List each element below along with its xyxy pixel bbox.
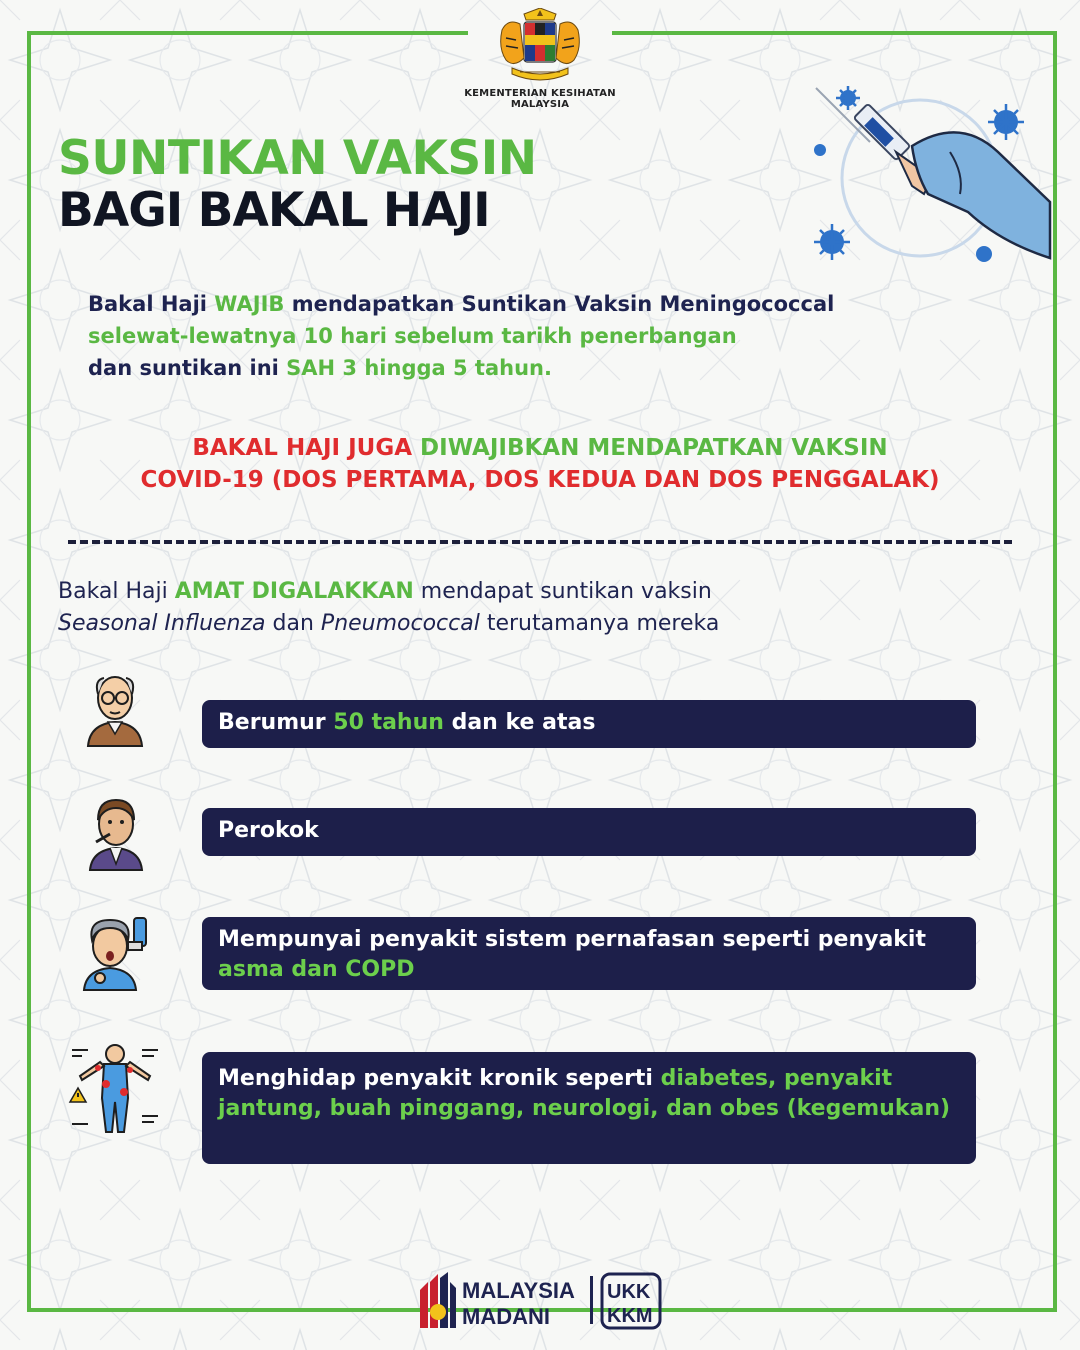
coat-of-arms-logo [494,8,586,84]
item-age-50 [202,700,976,748]
intro-highlight-wajib: WAJIB [214,292,285,316]
intro-highlight-deadline: selewat-lewatnya 10 hari sebelum tarikh penerbangan [88,324,737,348]
covid-text: COVID-19 (DOS PERTAMA, DOS KEDUA DAN DOS PENGGALAK) [140,467,940,493]
covid-text: BAKAL HAJI JUGA [192,435,421,461]
meningococcal-requirement-text [88,288,968,384]
recommend-text: mendapat suntikan vaksin [413,579,712,604]
brand-line-1: MALAYSIA [462,1278,575,1303]
intro-text: Bakal Haji [88,292,215,316]
vaccine-syringe-illustration [800,82,1058,278]
brand-line-2: MADANI [462,1304,550,1329]
dashed-divider [68,540,1012,544]
item-text: Perokok [218,818,319,843]
item-text: Mempunyai penyakit sistem pernafasan seperti penyakit [218,927,926,952]
recommend-text: Bakal Haji [58,579,175,604]
intro-text: dan suntikan ini [88,356,287,380]
recommend-influenza: Seasonal Influenza [58,611,266,636]
item-chronic-disease [202,1052,976,1164]
covid-requirement-text [60,432,1020,496]
ukk-line-1: UKK [607,1281,651,1303]
title-line-2: BAGI BAKAL HAJI [58,183,490,238]
intro-highlight-validity: SAH 3 hingga 5 tahun. [286,356,552,380]
item-highlight: 50 tahun [333,710,444,735]
item-text: dan ke atas [443,710,596,735]
item-highlight: asma dan COPD [218,957,415,982]
intro-text: mendapatkan Suntikan Vaksin Meningococcal [284,292,835,316]
recommend-text: dan [265,611,321,636]
covid-highlight: DIWAJIBKAN MENDAPATKAN VAKSIN [420,435,888,461]
item-text: Menghidap penyakit kronik seperti [218,1066,661,1091]
elderly-man-icon [84,670,146,748]
chronic-disease-body-icon [68,1040,162,1136]
item-respiratory-disease [202,917,976,990]
title-line-1: SUNTIKAN VAKSIN [58,131,537,186]
recommend-highlight: AMAT DIGALAKKAN [174,579,414,604]
item-smoker [202,808,976,856]
item-highlight: diabetes, penyakit jantung, buah pinggang, neurologi, dan obes (kegemukan) [218,1066,951,1121]
item-text: Berumur [218,710,334,735]
recommend-pneumococcal: Pneumococcal [320,611,480,636]
ministry-name: KEMENTERIAN KESIHATAN MALAYSIA [464,88,616,110]
ukk-line-2: KKM [607,1305,653,1327]
recommend-text: terutamanya mereka [479,611,720,636]
asthma-inhaler-icon [80,912,156,992]
malaysia-madani-logo [414,1268,664,1332]
recommendation-text [58,576,958,640]
smoker-icon [88,794,144,872]
